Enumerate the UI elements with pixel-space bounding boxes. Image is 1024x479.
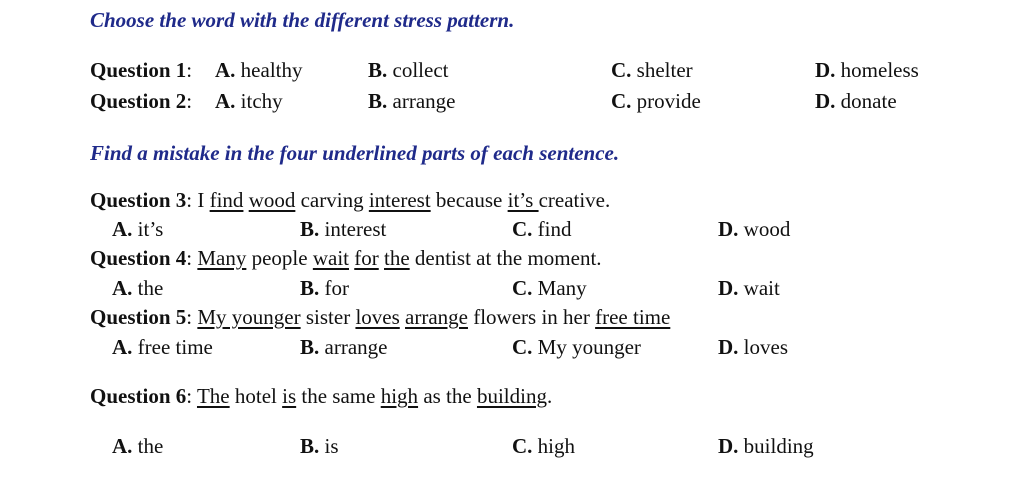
question-2-option-c[interactable]: C. provide [611, 89, 701, 113]
question-5-option-d[interactable]: D. loves [718, 335, 788, 359]
question-6-option-c[interactable]: C. high [512, 434, 576, 458]
question-5-text [192, 305, 670, 329]
question-5-option-a[interactable]: A. free time [112, 335, 213, 359]
sentence-text: I [192, 188, 210, 212]
question-1-option-c[interactable]: C. shelter [611, 58, 693, 82]
question-2-label: Question 2: [90, 89, 193, 113]
sentence-text: creative. [538, 188, 611, 212]
sentence-text: dentist at the moment. [409, 246, 602, 270]
question-6-text [192, 384, 552, 408]
underlined-part: building [476, 384, 547, 408]
underlined-part: is [282, 384, 297, 408]
underlined-part: free time [595, 305, 671, 329]
question-3-option-d[interactable]: D. wood [718, 217, 791, 241]
underlined-part: My younger [197, 305, 301, 329]
question-5-option-c[interactable]: C. My younger [512, 335, 641, 359]
question-1-label: Question 1: [90, 58, 193, 82]
underlined-part: Many [197, 246, 247, 270]
underlined-part: the [384, 246, 410, 270]
question-3-text [192, 188, 610, 212]
question-1-option-b[interactable]: B. collect [368, 58, 449, 82]
question-2-option-d[interactable]: D. donate [815, 89, 897, 113]
question-4-option-c[interactable]: C. Many [512, 276, 587, 300]
question-6-sentence: Question 6: The hotel is the same high as the building. [90, 384, 553, 408]
question-4-option-d[interactable]: D. wait [718, 276, 780, 300]
sentence-text: because [430, 188, 508, 212]
question-5-label: Question 5 [90, 305, 187, 329]
question-4-option-b[interactable]: B. for [300, 276, 350, 300]
question-1-option-a[interactable]: A. healthy [215, 58, 303, 82]
underlined-part: The [196, 384, 230, 408]
sentence-text: the same [296, 384, 381, 408]
question-4-text [192, 246, 601, 270]
sentence-text: sister [300, 305, 356, 329]
underlined-part: arrange [405, 305, 468, 329]
question-4-label: Question 4 [90, 246, 187, 270]
question-6-option-b[interactable]: B. is [300, 434, 339, 458]
question-5-sentence: Question 5: My younger sister loves arrange flowers in her free time [90, 305, 671, 329]
question-3-option-a[interactable]: A. it’s [112, 217, 164, 241]
sentence-text: people [246, 246, 313, 270]
question-3-option-c[interactable]: C. find [512, 217, 572, 241]
question-3-label: Question 3 [90, 188, 187, 212]
underlined-part: for [354, 246, 379, 270]
underlined-part: high [380, 384, 419, 408]
underlined-part: find [209, 188, 244, 212]
sentence-text: . [546, 384, 553, 408]
question-3-option-b[interactable]: B. interest [300, 217, 387, 241]
question-5-option-b[interactable]: B. arrange [300, 335, 388, 359]
sentence-text: as the [418, 384, 477, 408]
sentence-text: hotel [229, 384, 283, 408]
question-6-label: Question 6 [90, 384, 187, 408]
underlined-part: it’s [507, 188, 539, 212]
sentence-text: flowers in her [467, 305, 596, 329]
question-4-option-a[interactable]: A. the [112, 276, 164, 300]
underlined-part: wait [312, 246, 349, 270]
section2-instruction: Find a mistake in the four underlined parts of each sentence. [90, 141, 620, 165]
question-2-option-a[interactable]: A. itchy [215, 89, 283, 113]
question-4-sentence: Question 4: Many people wait for the dentist at the moment. [90, 246, 602, 270]
underlined-part: wood [248, 188, 296, 212]
sentence-text: carving [295, 188, 369, 212]
question-2-option-b[interactable]: B. arrange [368, 89, 456, 113]
underlined-part: interest [368, 188, 431, 212]
question-1-option-d[interactable]: D. homeless [815, 58, 919, 82]
question-6-option-a[interactable]: A. the [112, 434, 164, 458]
question-6-option-d[interactable]: D. building [718, 434, 814, 458]
section1-instruction: Choose the word with the different stress pattern. [90, 8, 515, 32]
question-3-sentence: Question 3: I find wood carving interest because it’s creative. [90, 188, 611, 212]
underlined-part: loves [355, 305, 400, 329]
